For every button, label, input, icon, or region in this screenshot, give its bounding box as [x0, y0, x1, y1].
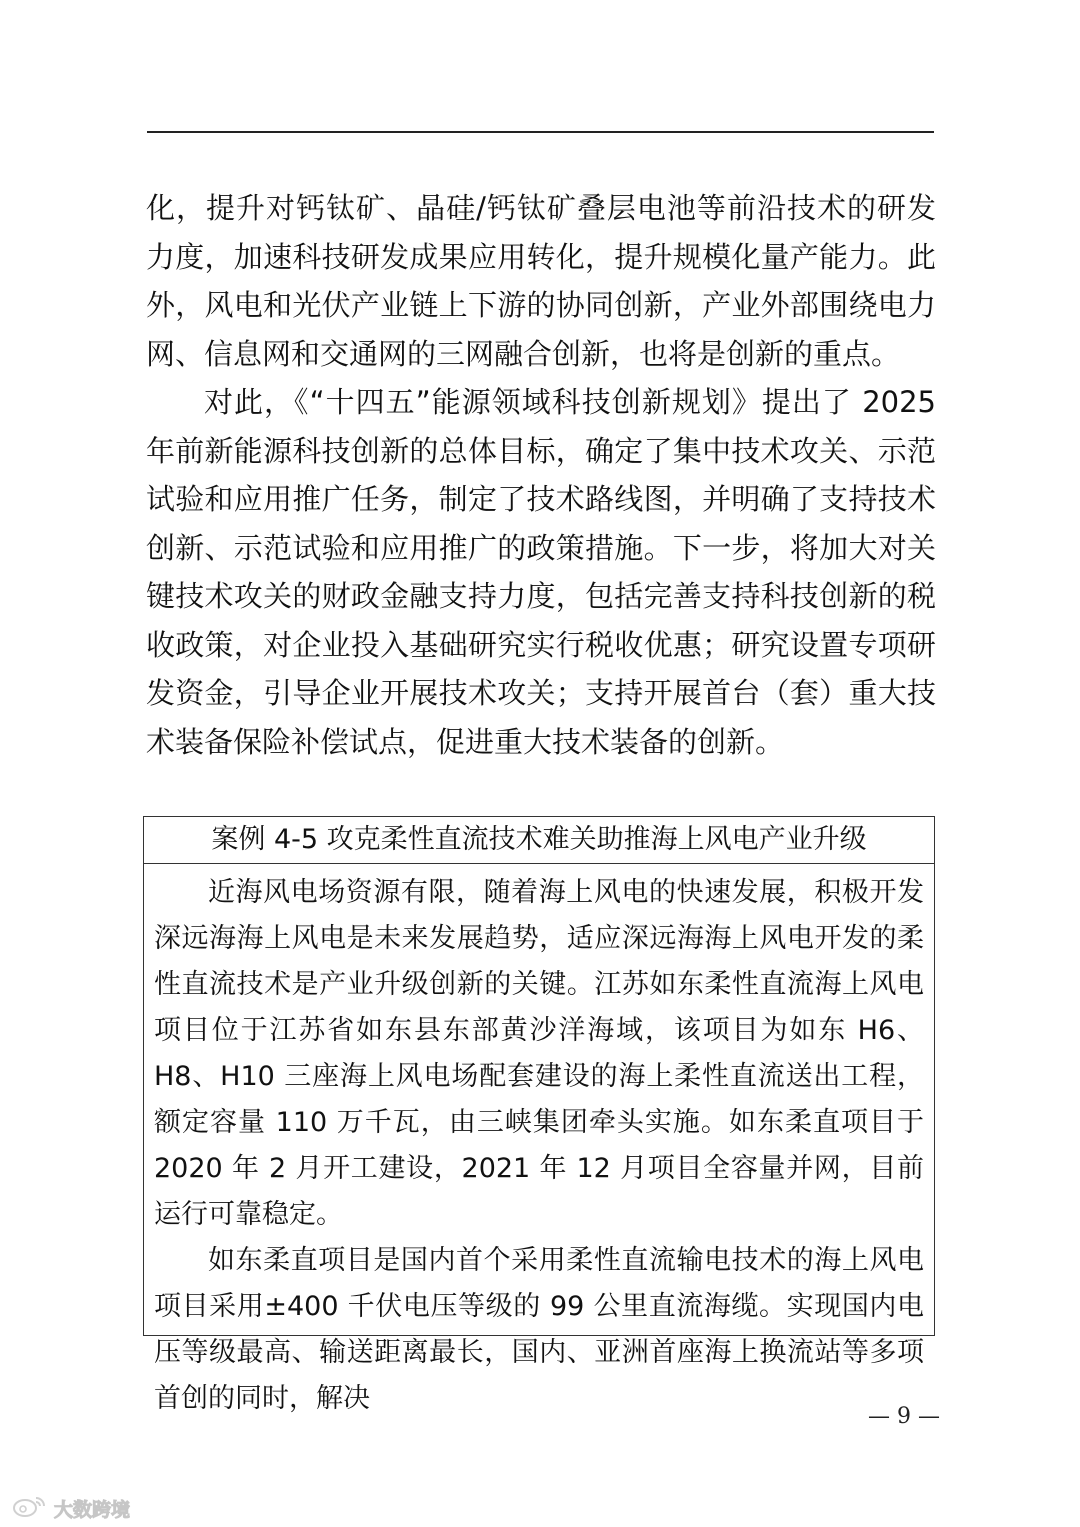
- body-paragraph: 化，提升对钙钛矿、晶硅/钙钛矿叠层电池等前沿技术的研发力度，加速科技研发成果应用转化，提升规模化量产能力。此外，风电和光伏产业链上下游的协同创新，产业外部围绕电力网、信息网和交通网的三网融合创新，也将是创新的重点。: [146, 191, 936, 371]
- body-text: [146, 184, 936, 766]
- case-box: [143, 816, 935, 1414]
- case-paragraph: 如东柔直项目是国内首个采用柔性直流输电技术的海上风电项目采用±400 千伏电压等级的 99 公里直流海缆。实现国内电压等级最高、输送距离最长，国内、亚洲首座海上换流站等多项首创的同时，解决: [154, 1245, 924, 1414]
- weibo-logo-icon: [12, 1494, 48, 1522]
- case-title: 案例 4-5 攻克柔性直流技术难关助推海上风电产业升级: [144, 817, 934, 864]
- page-number: — 9 —: [868, 1404, 940, 1429]
- header-rule: [147, 131, 934, 133]
- watermark-text: 大数跨境: [54, 1498, 131, 1521]
- body-paragraph: 对此，《“十四五”能源领域科技创新规划》提出了 2025 年前新能源科技创新的总体目标，确定了集中技术攻关、示范试验和应用推广任务，制定了技术路线图，并明确了支持技术创新、示范试验和应用推广的政策措施。下一步，将加大对关键技术攻关的财政金融支持力度，包括完善支持科技创新的税收政策，对企业投入基础研究实行税收优惠；研究设置专项研发资金，引导企业开展技术攻关；支持开展首台（套）重大技术装备保险补偿试点，促进重大技术装备的创新。: [146, 385, 936, 759]
- case-paragraph: 近海风电场资源有限，随着海上风电的快速发展，积极开发深远海海上风电是未来发展趋势，适应深远海海上风电开发的柔性直流技术是产业升级创新的关键。江苏如东柔性直流海上风电项目位于江苏省如东县东部黄沙洋海域，该项目为如东 H6、H8、H10 三座海上风电场配套建设的海上柔性直流送出工程，额定容量 110 万千瓦，由三峡集团牵头实施。如东柔直项目于 2020 年 2 月开工建设，2021 年 12 月项目全容量并网，目前运行可靠稳定。: [154, 877, 924, 1230]
- case-body: [144, 864, 934, 1422]
- watermark: [12, 1494, 130, 1522]
